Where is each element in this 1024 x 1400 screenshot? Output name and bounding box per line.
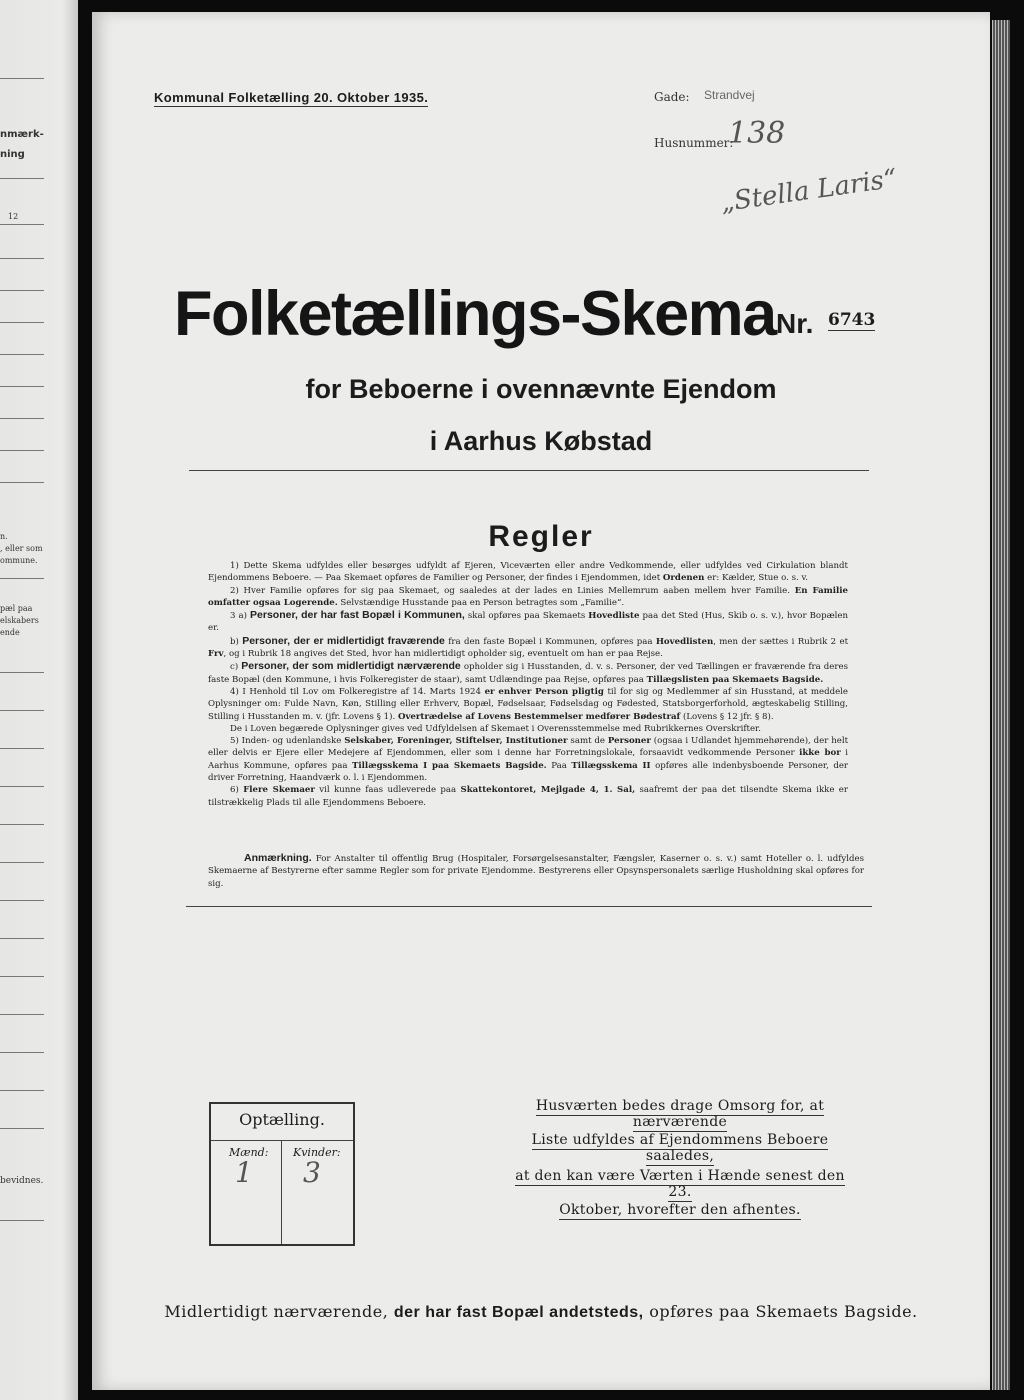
left-page-text: ende bbox=[0, 628, 20, 637]
census-heading: Kommunal Folketælling 20. Oktober 1935. bbox=[154, 90, 429, 105]
instruction-line: Oktober, hvorefter den afhentes. bbox=[559, 1202, 801, 1218]
count-box bbox=[209, 1102, 355, 1246]
footer-note: Midlertidigt nærværende, der har fast Bopæl andetsteds, opføres paa Skemaets Bagside. bbox=[164, 1302, 918, 1321]
left-page-text: ommune. bbox=[0, 556, 38, 565]
instruction-line: Liste udfyldes af Ejendommens Beboere saaledes, bbox=[531, 1132, 829, 1164]
left-rule bbox=[0, 786, 44, 787]
left-facing-page bbox=[0, 0, 78, 1400]
left-rule bbox=[0, 862, 44, 863]
left-rule bbox=[0, 290, 44, 291]
left-rule bbox=[0, 78, 44, 79]
left-rule bbox=[0, 322, 44, 323]
left-rule bbox=[0, 938, 44, 939]
left-rule bbox=[0, 418, 44, 419]
left-rule bbox=[0, 354, 44, 355]
form-subtitle-city: i Aarhus Købstad bbox=[429, 426, 653, 456]
rule-5: 5) Inden- og udenlandske Selskaber, Foreninger, Stiftelser, Institutioner samt de Personer (ogsaa i Udlandet hjemmehørende), der helt eller delvis er Ejere eller Medejere af Ejendommen, eller som i denne har Forretningslokale, forsaavidt vedkommende Personer ikke bor i Aarhus Kommune, opføres paa Tillægsskema I paa Skemaets Bagside. Paa Tillægsskema II opføres alle indenbysboende Personer, der driver Forretning, Haandværk o. l. i Ejendommen. bbox=[208, 736, 849, 784]
left-page-text: nmærk- bbox=[0, 129, 44, 140]
men-count: 1 bbox=[235, 1156, 253, 1189]
left-page-text: pæl paa bbox=[0, 604, 33, 613]
left-rule bbox=[0, 482, 44, 483]
left-rule bbox=[0, 1220, 44, 1221]
left-rule bbox=[0, 178, 44, 179]
left-page-text: n. bbox=[0, 532, 8, 541]
form-title: Folketællings-Skema bbox=[174, 279, 776, 349]
left-rule bbox=[0, 1052, 44, 1053]
left-page-text: elskabers bbox=[0, 616, 39, 625]
rule-3c: c) Personer, der som midlertidigt nærværende opholder sig i Husstanden, d. v. s. Personer, der ved Tællingen er fraværende fra deres faste Bopæl (den Kommune, i hvis Folkeregister de staar), samt Udlændinge paa Rejse, opføres paa Tillægslisten paa Skemaets Bagside. bbox=[208, 660, 848, 685]
instruction-line: Husværten bedes drage Omsorg for, at nærværende bbox=[535, 1098, 825, 1130]
left-page-text: ning bbox=[0, 149, 25, 160]
gade-label: Gade: bbox=[654, 90, 690, 104]
left-rule bbox=[0, 258, 44, 259]
anmaerkning-text: For Anstalter til offentlig Brug (Hospitaler, Forsørgelsesanstalter, Fængsler, Kaserner o. s. v.) samt Hoteller o. l. udfyldes Skemaerne af Bestyrerne efter samme Regler som for private Ejendomme. Bestyrerens eller Opsynspersonalets særlige Husholdning skal opføres for sig. bbox=[208, 854, 864, 889]
rules-text bbox=[208, 560, 848, 809]
rule-3a: 3 a) Personer, der har fast Bopæl i Kommunen, skal opføres paa Skemaets Hovedliste paa det Sted (Hus, Skib o. s. v.), hvor Bopælen er. bbox=[208, 609, 849, 634]
rule-6: 6) Flere Skemaer vil kunne faas udleverede paa Skattekontoret, Mejlgade 4, 1. Sal, saafremt der paa det tilsendte Skema ikke er tilstrækkelig Plads til alle Ejendommens Beboere. bbox=[208, 785, 848, 808]
page-stack-edge bbox=[992, 20, 1010, 1390]
instruction-line: at den kan være Værten i Hænde senest den 23. bbox=[515, 1168, 845, 1200]
divider-rule bbox=[186, 906, 872, 907]
left-rule bbox=[0, 672, 44, 673]
count-box-divider bbox=[211, 1140, 353, 1141]
form-number-value: 6743 bbox=[828, 310, 876, 330]
divider-rule bbox=[189, 470, 869, 471]
left-rule bbox=[0, 748, 44, 749]
form-subtitle-residents: for Beboerne i ovennævnte Ejendom bbox=[305, 374, 777, 404]
rule-3b: b) Personer, der er midlertidigt fraværende fra den faste Bopæl i Kommunen, opføres paa Hovedlisten, men der sættes i Rubrik 2 et Frv, og i Rubrik 18 angives det Sted, hvor han midlertidigt opholder sig, eventuelt om han er paa Rejse. bbox=[208, 634, 849, 660]
left-rule bbox=[0, 824, 44, 825]
left-rule bbox=[0, 1014, 44, 1015]
left-rule bbox=[0, 224, 44, 225]
count-box-divider bbox=[281, 1140, 282, 1244]
husnummer-value: 138 bbox=[728, 116, 786, 151]
anmaerkning-note bbox=[208, 852, 864, 890]
rule-4-note: De i Loven begærede Oplysninger gives ved Udfyldelsen af Skemaet i Overensstemmelse med Rubrikkernes Overskrifter. bbox=[230, 723, 761, 734]
left-rule bbox=[0, 386, 44, 387]
left-page-text: , eller som bbox=[0, 544, 43, 553]
form-number-label: Nr. bbox=[776, 308, 814, 339]
left-rule bbox=[0, 1128, 44, 1129]
rule-4: 4) I Henhold til Lov om Folkeregistre af 14. Marts 1924 er enhver Person pligtig til for sig og Medlemmer af sin Husstand, at meddele Oplysninger om: Fulde Navn, Køn, Stilling eller Erhverv, Bopæl, Fødselsaar, Fødselsdag og Fødested, Statsborgerforhold, ægteskabelig Stilling, Stilling i Husstanden m. v. (jfr. Lovens § 1). Overtrædelse af Lovens Bestemmelser medfører Bødestraf (Lovens § 12 jfr. § 8). bbox=[208, 686, 848, 722]
left-rule bbox=[0, 578, 44, 579]
rule-2: 2) Hver Familie opføres for sig paa Skemaet, og saaledes at der lades en Linies Mellemrum aaben mellem hver Familie. En Familie omfatter ogsaa Logerende. Selvstændige Husstande paa en Person betragtes som „Familie“. bbox=[208, 585, 848, 608]
left-rule bbox=[0, 900, 44, 901]
men-label: Mænd: bbox=[229, 1146, 269, 1159]
left-rule bbox=[0, 1090, 44, 1091]
women-count: 3 bbox=[303, 1156, 321, 1189]
rule-1: 1) Dette Skema udfyldes eller besørges udfyldt af Ejeren, Viceværten eller andre Vedkommende, eller udfyldes ved Cirkulation blandt Ejendommens Beboere. — Paa Skemaet opføres de Familier og Personer, der findes i Ejendommen, idet Ordenen er: Kælder, Stue o. s. v. bbox=[208, 561, 848, 584]
count-box-title: Optælling. bbox=[239, 1110, 325, 1129]
left-page-text: bevidnes. bbox=[0, 1176, 44, 1186]
left-rule bbox=[0, 710, 44, 711]
handwritten-property-name: „Stella Laris“ bbox=[718, 163, 899, 219]
left-rule bbox=[0, 976, 44, 977]
women-label: Kvinder: bbox=[293, 1146, 341, 1159]
rules-heading: Regler bbox=[488, 520, 594, 553]
husnummer-label: Husnummer: bbox=[654, 136, 734, 150]
gade-value: Strandvej bbox=[704, 88, 755, 102]
left-page-text: 12 bbox=[8, 212, 19, 221]
left-rule bbox=[0, 450, 44, 451]
anmaerkning-label: Anmærkning. bbox=[244, 852, 312, 864]
census-form-page bbox=[92, 12, 990, 1390]
